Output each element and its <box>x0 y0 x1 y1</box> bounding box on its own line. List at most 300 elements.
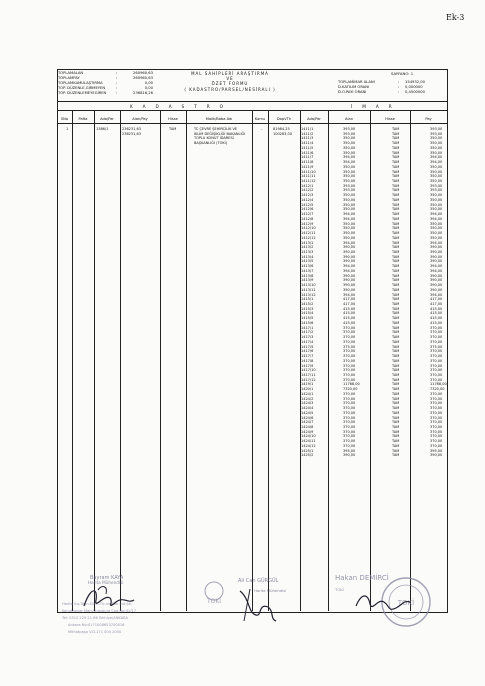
imar-hisse: TAM <box>392 434 400 439</box>
imar-pay: 390,00 <box>430 245 443 250</box>
imar-ada-par: 1415/3 <box>301 306 314 311</box>
imar-ada-par: 1412/12 <box>301 235 316 240</box>
column-header: Pay <box>425 117 432 121</box>
imar-ada-par: 1413/3 <box>301 249 314 254</box>
title-line: ( KADASTRO/PARSEL/NESİRALI ) <box>184 86 276 92</box>
imar-alan: 390,00 <box>343 249 356 254</box>
imar-pay: 415,00 <box>430 320 443 325</box>
imar-ada-par: 1420/1 <box>301 387 314 392</box>
imar-hisse: TAM <box>392 216 400 221</box>
imar-alan: 394,00 <box>343 155 356 160</box>
summary-row <box>58 91 153 96</box>
imar-ada-par: 1412/9 <box>301 221 314 226</box>
imar-pay: 370,00 <box>430 424 443 429</box>
imar-ada-par: 1415/5 <box>301 316 314 321</box>
imar-alan: 390,00 <box>343 287 356 292</box>
imar-pay: 350,00 <box>430 141 443 146</box>
imar-alan: 417,00 <box>343 297 356 302</box>
imar-alan: 350,00 <box>343 197 356 202</box>
imar-ada-par: 1425/1 <box>301 448 314 453</box>
summary-colon: : <box>116 76 118 80</box>
column-header: Hisse <box>168 117 178 121</box>
imar-pay: 395,00 <box>430 448 443 453</box>
dop-value: 81984,25 <box>273 127 290 131</box>
imar-pay: 370,00 <box>430 363 443 368</box>
imar-ada-par: 1424/3 <box>301 401 314 406</box>
imar-alan: 394,00 <box>343 216 356 221</box>
imar-alan: 350,00 <box>343 226 356 231</box>
summary-key: TOPLAMKAMULAŞTIRMA <box>58 81 103 85</box>
imar-alan: 393,00 <box>343 188 356 193</box>
imar-alan: 370,00 <box>343 410 356 415</box>
imar-hisse: TAM <box>392 207 400 212</box>
kad-pay: 236231,63 <box>122 131 141 136</box>
imar-alan: 370,00 <box>343 429 356 434</box>
imar-hisse: TAM <box>392 202 400 207</box>
imar-pay: 350,00 <box>430 169 443 174</box>
imar-hisse: TAM <box>392 420 400 425</box>
summary-value: 260960,63 <box>133 71 153 75</box>
imar-ada-par: 1417/9 <box>301 363 314 368</box>
imar-ada-par: 1413/11 <box>301 287 316 292</box>
imar-hisse: TAM <box>392 410 400 415</box>
imar-alan: 350,00 <box>343 202 356 207</box>
imar-hisse: TAM <box>392 368 400 373</box>
imar-ada-par: 1411/12 <box>301 179 316 184</box>
imar-ada-par: 1417/7 <box>301 354 314 359</box>
imar-ada-par: 1417/3 <box>301 335 314 340</box>
stamp-line: Tel: 0312 229 21 66 Sıhhiye/ANKARA <box>62 616 128 621</box>
imar-hisse: TAM <box>392 443 400 448</box>
sno: 1 <box>66 127 69 131</box>
imar-alan: 415,00 <box>343 311 356 316</box>
imar-pay: 394,00 <box>430 268 443 273</box>
stamp-role: TOKİ <box>335 587 344 592</box>
imar-ada-par: 1413/8 <box>301 273 314 278</box>
imar-hisse: TAM <box>392 391 400 396</box>
imar-pay: 350,00 <box>430 235 443 240</box>
stamp-role: Harita Mühendisi <box>254 588 287 593</box>
imar-ada-par: 1411/4 <box>301 141 314 146</box>
imar-pay: 393,00 <box>430 127 443 131</box>
imar-hisse: TAM <box>392 306 400 311</box>
column-header: Pafta <box>78 117 88 121</box>
column-header: SNo <box>60 117 69 121</box>
summary-colon: : <box>116 91 118 95</box>
kamu: - <box>261 127 263 131</box>
imar-hisse: TAM <box>392 401 400 406</box>
imar-hisse: TAM <box>392 145 400 150</box>
imar-pay: 394,00 <box>430 292 443 297</box>
imar-hisse: TAM <box>392 363 400 368</box>
imar-alan: 370,00 <box>343 401 356 406</box>
imar-alan: 370,00 <box>343 420 356 425</box>
imar-pay: 394,00 <box>430 216 443 221</box>
imar-hisse: TAM <box>392 174 400 179</box>
imar-ada-par: 1424/5 <box>301 410 314 415</box>
imar-hisse: TAM <box>392 320 400 325</box>
imar-ada-par: 1412/3 <box>301 193 314 198</box>
summary-value: 0,00 <box>144 86 153 90</box>
imar-pay: 370,00 <box>430 415 443 420</box>
summary-colon: : <box>116 71 118 75</box>
imar-hisse: TAM <box>392 453 400 458</box>
stamp-name: Ali Can GÜRGÜL <box>238 578 279 584</box>
imar-pay: 11768,00 <box>430 382 447 387</box>
imar-hisse: TAM <box>392 358 400 363</box>
column-divider <box>268 110 269 611</box>
imar-ada-par: 1417/1 <box>301 325 314 330</box>
column-divider <box>370 110 371 611</box>
imar-ada-par: 1411/6 <box>301 150 314 155</box>
imar-alan: 390,00 <box>343 273 356 278</box>
imar-pay: 370,00 <box>430 391 443 396</box>
imar-hisse: TAM <box>392 292 400 297</box>
toki-logo-icon <box>200 579 228 607</box>
imar-hisse: TAM <box>392 155 400 160</box>
column-header: Ada/Par <box>307 117 321 121</box>
imar-alan: 394,00 <box>343 212 356 217</box>
kad-ada-par: 1386/1 <box>96 127 109 131</box>
imar-alan: 350,00 <box>343 231 356 236</box>
imar-hisse: TAM <box>392 344 400 349</box>
imar-alan: 393,00 <box>343 127 356 131</box>
imar-ada-par: 1413/6 <box>301 264 314 269</box>
imar-ada-par: 1424/12 <box>301 443 316 448</box>
imar-hisse: TAM <box>392 249 400 254</box>
imar-pay: 393,00 <box>430 188 443 193</box>
column-divider <box>252 110 253 611</box>
imar-pay: 350,00 <box>430 150 443 155</box>
imar-hisse: TAM <box>392 179 400 184</box>
imar-alan: 395,00 <box>343 448 356 453</box>
imar-hisse: TAM <box>392 273 400 278</box>
column-divider <box>328 110 329 611</box>
imar-ada-par: 1411/9 <box>301 164 314 169</box>
imar-alan: 370,00 <box>343 372 356 377</box>
imar-alan: 350,00 <box>343 164 356 169</box>
column-header: Kamu <box>254 117 266 121</box>
imar-pay: 350,00 <box>430 164 443 169</box>
imar-pay: 350,00 <box>430 202 443 207</box>
imar-alan: 370,00 <box>343 358 356 363</box>
imar-alan: 394,00 <box>343 292 356 297</box>
imar-pay: 370,00 <box>430 434 443 439</box>
imar-pay: 350,00 <box>430 145 443 150</box>
imar-pay: 370,00 <box>430 406 443 411</box>
column-divider <box>186 110 187 611</box>
imar-hisse: TAM <box>392 169 400 174</box>
summary-key: TOPLAMPAY <box>58 76 80 80</box>
imar-pay: 350,00 <box>430 193 443 198</box>
imar-ada-par: 1412/11 <box>301 231 316 236</box>
imar-ada-par: 1412/2 <box>301 188 314 193</box>
column-header: Malik/Baba Adı <box>205 117 233 121</box>
imar-pay: 370,00 <box>430 401 443 406</box>
imar-hisse: TAM <box>392 231 400 236</box>
imar-alan: 370,00 <box>343 354 356 359</box>
imar-hisse: TAM <box>392 245 400 250</box>
dop-value: 100283,00 <box>273 131 292 136</box>
imar-ada-par: 1415/4 <box>301 311 314 316</box>
imar-ada-par: 1411/3 <box>301 136 314 141</box>
imar-ada-par: 1411/10 <box>301 169 316 174</box>
imar-hisse: TAM <box>392 339 400 344</box>
imar-hisse: TAM <box>392 160 400 165</box>
column-header: Alan <box>345 117 353 121</box>
summary-value: 0,00 <box>144 81 153 85</box>
imar-ada-par: 1411/8 <box>301 160 314 165</box>
imar-pay: 394,00 <box>430 240 443 245</box>
imar-ada-par: 1411/2 <box>301 131 314 136</box>
signature-1 <box>76 582 146 616</box>
imar-ada-par: 1412/1 <box>301 183 314 188</box>
summary-colon: : <box>398 85 400 89</box>
imar-hisse: TAM <box>392 264 400 269</box>
imar-ada-par: 1413/9 <box>301 278 314 283</box>
imar-hisse: TAM <box>392 387 400 392</box>
summary-colon: : <box>116 86 118 90</box>
imar-pay: 415,00 <box>430 316 443 321</box>
imar-ada-par: 1419/1 <box>301 382 314 387</box>
imar-alan: 350,00 <box>343 141 356 146</box>
imar-alan: 370,00 <box>343 443 356 448</box>
imar-hisse: TAM <box>392 131 400 136</box>
kad-alan: 236231,63 <box>122 127 141 131</box>
imar-ada-par: 1412/5 <box>301 202 314 207</box>
imar-hisse: TAM <box>392 221 400 226</box>
imar-alan: 350,00 <box>343 150 356 155</box>
imar-pay: 350,00 <box>430 136 443 141</box>
summary-value: 154932,00 <box>405 80 425 84</box>
title-line: VE <box>226 76 234 82</box>
imar-hisse: TAM <box>392 183 400 188</box>
band-kadastro: KADASTRO <box>130 104 233 109</box>
imar-hisse: TAM <box>392 316 400 321</box>
imar-pay: 394,00 <box>430 264 443 269</box>
imar-ada-par: 1412/10 <box>301 226 316 231</box>
imar-ada-par: 1413/2 <box>301 245 314 250</box>
imar-alan: 370,00 <box>343 439 356 444</box>
imar-pay: 350,00 <box>430 226 443 231</box>
imar-ada-par: 1413/10 <box>301 283 316 288</box>
imar-ada-par: 1424/9 <box>301 429 314 434</box>
column-divider <box>72 110 73 611</box>
imar-alan: 370,00 <box>343 330 356 335</box>
imar-hisse: TAM <box>392 330 400 335</box>
imar-hisse: TAM <box>392 226 400 231</box>
imar-hisse: TAM <box>392 283 400 288</box>
summary-left <box>58 71 153 96</box>
stamp-role: Harita Mühendisi <box>88 579 124 585</box>
imar-pay: 370,00 <box>430 443 443 448</box>
imar-hisse: TAM <box>392 268 400 273</box>
rule <box>57 101 447 102</box>
column-header: Hisse <box>385 117 395 121</box>
imar-alan: 415,00 <box>343 320 356 325</box>
summary-key: TOPLAMİMAR ALANI <box>338 80 375 84</box>
imar-ada-par: 1424/10 <box>301 434 316 439</box>
column-divider <box>120 110 121 611</box>
imar-ada-par: 1417/2 <box>301 330 314 335</box>
imar-alan: 7320,00 <box>343 387 358 392</box>
imar-alan: 350,00 <box>343 193 356 198</box>
imar-ada-par: 1413/4 <box>301 254 314 259</box>
column-divider <box>94 110 95 611</box>
imar-alan: 350,00 <box>343 136 356 141</box>
summary-key: TOPLAMALAN <box>58 71 84 75</box>
imar-hisse: TAM <box>392 439 400 444</box>
imar-ada-par: 1417/12 <box>301 377 316 382</box>
malik-line: İKLİM DEĞİŞİKLİĞİ BAKANLIĞI <box>194 131 246 136</box>
imar-pay: 415,00 <box>430 311 443 316</box>
imar-alan: 390,00 <box>343 278 356 283</box>
imar-ada-par: 1417/11 <box>301 372 316 377</box>
imar-alan: 394,00 <box>343 160 356 165</box>
imar-ada-par: 1424/11 <box>301 439 316 444</box>
malik-line: TOPLU KONUT İDARESİ <box>194 136 234 141</box>
imar-alan: 350,00 <box>343 207 356 212</box>
summary-value: 236816,26 <box>133 91 153 95</box>
imar-hisse: TAM <box>392 406 400 411</box>
imar-pay: 390,00 <box>430 259 443 264</box>
imar-alan: 350,00 <box>343 221 356 226</box>
imar-hisse: TAM <box>392 287 400 292</box>
imar-ada-par: 1417/6 <box>301 349 314 354</box>
imar-pay: 390,00 <box>430 278 443 283</box>
imar-alan: 390,00 <box>343 283 356 288</box>
imar-ada-par: 1413/12 <box>301 292 316 297</box>
imar-hisse: TAM <box>392 372 400 377</box>
imar-hisse: TAM <box>392 297 400 302</box>
signature-2 <box>230 585 280 625</box>
imar-hisse: TAM <box>392 240 400 245</box>
imar-alan: 350,00 <box>343 169 356 174</box>
imar-pay: 370,00 <box>430 410 443 415</box>
imar-ada-par: 1424/4 <box>301 406 314 411</box>
imar-ada-par: 1424/8 <box>301 424 314 429</box>
imar-alan: 393,00 <box>343 183 356 188</box>
imar-alan: 370,00 <box>343 349 356 354</box>
imar-hisse: TAM <box>392 311 400 316</box>
imar-hisse: TAM <box>392 335 400 340</box>
imar-pay: 390,00 <box>430 287 443 292</box>
svg-text:TOKİ: TOKİ <box>397 599 415 607</box>
imar-hisse: TAM <box>392 424 400 429</box>
page-number: Ek-3 <box>446 13 465 22</box>
imar-ada-par: 1424/6 <box>301 415 314 420</box>
imar-pay: 7320,00 <box>430 387 445 392</box>
imar-alan: 370,00 <box>343 406 356 411</box>
imar-alan: 350,00 <box>343 174 356 179</box>
kad-hisse: TAM <box>169 127 177 131</box>
imar-alan: 394,00 <box>343 264 356 269</box>
malik-line: TC ÇEVRE ŞEHİRCİLİK VE <box>194 127 238 131</box>
summary-value: 260960,63 <box>133 76 153 80</box>
imar-alan: 370,00 <box>343 368 356 373</box>
imar-alan: 370,00 <box>343 339 356 344</box>
imar-ada-par: 1412/6 <box>301 207 314 212</box>
imar-hisse: TAM <box>392 349 400 354</box>
imar-pay: 393,00 <box>430 183 443 188</box>
summary-key: D.O.PAYI ORANI <box>338 90 367 94</box>
imar-alan: 370,00 <box>343 391 356 396</box>
imar-pay: 375,00 <box>430 344 443 349</box>
summary-colon: : <box>398 80 400 84</box>
imar-hisse: TAM <box>392 235 400 240</box>
imar-pay: 370,00 <box>430 429 443 434</box>
imar-pay: 350,00 <box>430 207 443 212</box>
imar-pay: 390,00 <box>430 283 443 288</box>
imar-alan: 390,00 <box>343 245 356 250</box>
imar-pay: 370,00 <box>430 439 443 444</box>
imar-alan: 390,00 <box>343 259 356 264</box>
summary-colon: : <box>116 81 118 85</box>
imar-pay: 350,00 <box>430 174 443 179</box>
imar-ada-par: 1415/6 <box>301 320 314 325</box>
imar-pay: 350,00 <box>430 179 443 184</box>
imar-hisse: TAM <box>392 212 400 217</box>
svg-text:TOKİ: TOKİ <box>206 598 222 605</box>
malik-line: BAŞKANLIĞI (TOKİ) <box>194 141 228 146</box>
imar-hisse: TAM <box>392 150 400 155</box>
imar-hisse: TAM <box>392 136 400 141</box>
imar-alan: 11768,00 <box>343 382 360 387</box>
imar-pay: 394,00 <box>430 155 443 160</box>
imar-alan: 370,00 <box>343 424 356 429</box>
imar-ada-par: 1411/11 <box>301 174 316 179</box>
column-header: Alan/Pay <box>132 117 148 121</box>
imar-alan: 390,00 <box>343 453 356 458</box>
imar-hisse: TAM <box>392 254 400 259</box>
imar-ada-par: 1411/7 <box>301 155 314 160</box>
imar-pay: 370,00 <box>430 349 443 354</box>
column-header: Ada/Par <box>100 117 114 121</box>
imar-pay: 390,00 <box>430 273 443 278</box>
imar-hisse: TAM <box>392 141 400 146</box>
stamp-line: Ankara No:0171008653700016 <box>68 623 125 628</box>
imar-hisse: TAM <box>392 354 400 359</box>
band-imar: İMAR <box>351 104 402 109</box>
imar-pay: 370,00 <box>430 335 443 340</box>
imar-pay: 415,00 <box>430 306 443 311</box>
imar-pay: 394,00 <box>430 160 443 165</box>
imar-ada-par: 1412/4 <box>301 197 314 202</box>
imar-pay: 370,00 <box>430 330 443 335</box>
stamp-name: Bayram KAYA <box>90 575 124 581</box>
title-line: ÖZET FORMU <box>211 81 249 87</box>
imar-pay: 390,00 <box>430 249 443 254</box>
imar-alan: 370,00 <box>343 434 356 439</box>
title-line: MAL SAHİPLERİ ARAŞTIRMA <box>191 71 269 76</box>
imar-ada-par: 1411/1 <box>301 127 314 131</box>
imar-hisse: TAM <box>392 259 400 264</box>
imar-ada-par: 1417/5 <box>301 344 314 349</box>
imar-hisse: TAM <box>392 448 400 453</box>
imar-hisse: TAM <box>392 415 400 420</box>
imar-alan: 393,00 <box>343 131 356 136</box>
imar-ada-par: 1425/2 <box>301 453 314 458</box>
imar-pay: 370,00 <box>430 396 443 401</box>
imar-alan: 350,00 <box>343 145 356 150</box>
imar-pay: 370,00 <box>430 354 443 359</box>
imar-pay: 393,00 <box>430 131 443 136</box>
imar-pay: 390,00 <box>430 254 443 259</box>
imar-ada-par: 1417/10 <box>301 368 316 373</box>
imar-pay: 390,00 <box>430 453 443 458</box>
imar-pay: 370,00 <box>430 377 443 382</box>
imar-alan: 375,00 <box>343 344 356 349</box>
